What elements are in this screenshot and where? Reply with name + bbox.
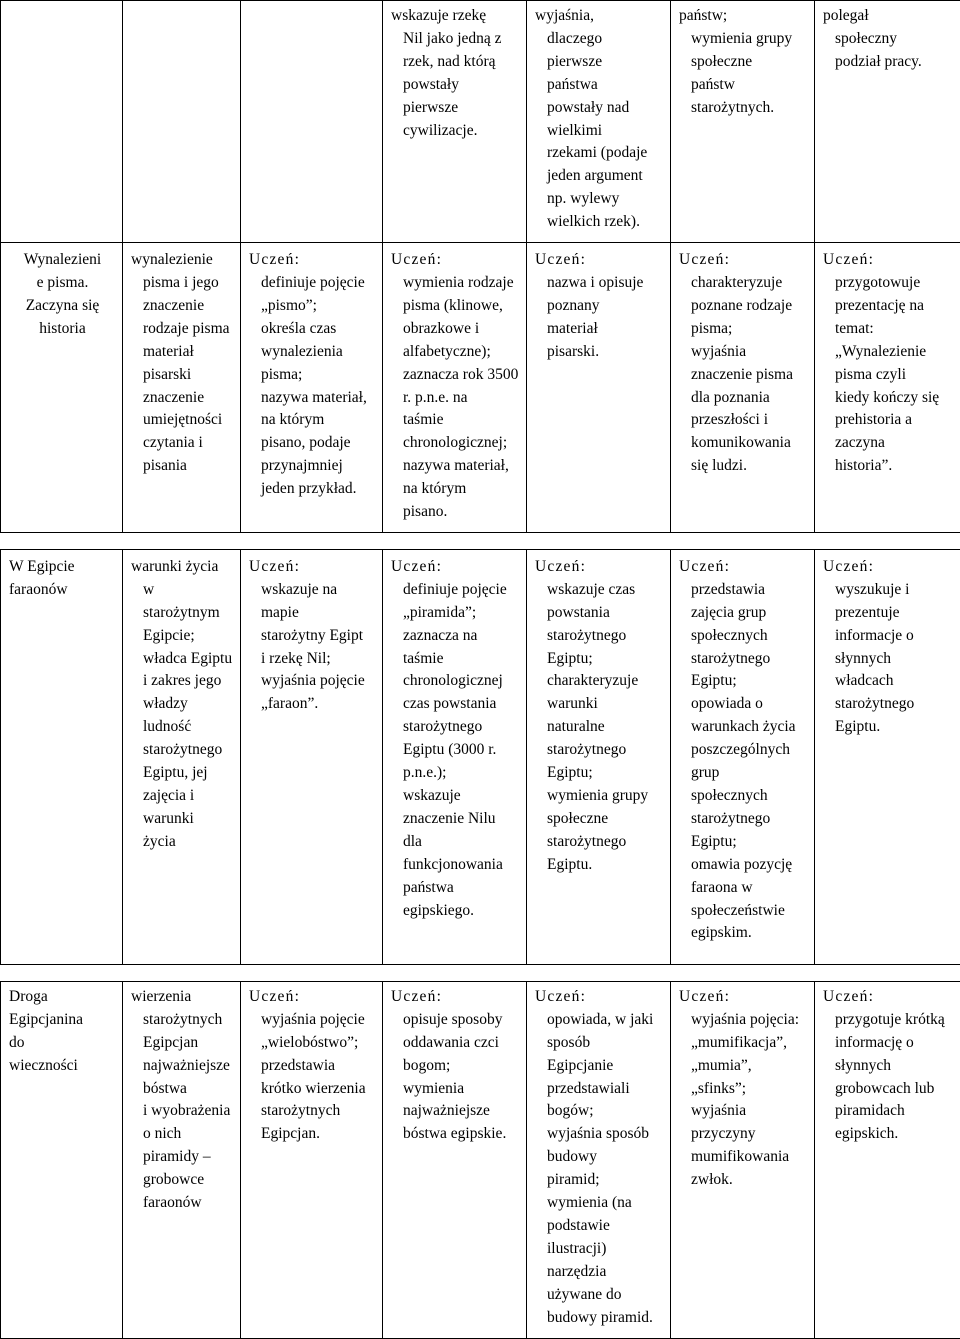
cell-line: piramid; bbox=[535, 1169, 664, 1192]
cell-line: pisma; bbox=[679, 318, 808, 341]
topic-line: Zaczyna się bbox=[9, 295, 116, 318]
cell-line: znaczenie bbox=[131, 295, 234, 318]
cell-line: pisano, podaje bbox=[249, 432, 376, 455]
cell-line: bóstwa bbox=[131, 1078, 234, 1101]
cell-line: zaznacza rok 3500 bbox=[391, 364, 520, 387]
cell-line: „mumia”, bbox=[679, 1055, 808, 1078]
cell-line: wielkich rzek). bbox=[535, 211, 664, 234]
cell-line: nazywa materiał, bbox=[249, 387, 376, 410]
cell-line: powstania bbox=[535, 602, 664, 625]
topic-line: historia bbox=[9, 318, 116, 341]
cell-line: starożytnego bbox=[823, 693, 954, 716]
cell-line: znaczenie Nilu bbox=[391, 808, 520, 831]
cell-line: znaczenie bbox=[131, 387, 234, 410]
topic-line: W Egipcie bbox=[9, 556, 116, 579]
cell-line: najważniejsze bbox=[131, 1055, 234, 1078]
cell-line: znaczenie pisma bbox=[679, 364, 808, 387]
cell-line: opowiada, w jaki bbox=[535, 1009, 664, 1032]
cell-line: mapie bbox=[249, 602, 376, 625]
cell-line: Egiptu. bbox=[823, 716, 954, 739]
cell-line: warunki życia bbox=[131, 556, 234, 579]
cell-line: poznane rodzaje bbox=[679, 295, 808, 318]
table-cell bbox=[383, 243, 527, 533]
cell-line: społecznych bbox=[679, 625, 808, 648]
cell-line: wierzenia bbox=[131, 986, 234, 1009]
cell-line: przygotuje krótką bbox=[823, 1009, 954, 1032]
cell-line: Egipcjan. bbox=[249, 1123, 376, 1146]
table-cell bbox=[815, 981, 960, 1338]
cell-line: starożytnych bbox=[131, 1009, 234, 1032]
cell-line: starożytnych bbox=[249, 1100, 376, 1123]
cell-line: starożytnego bbox=[391, 716, 520, 739]
table-cell bbox=[527, 549, 671, 964]
cell-line: warunki bbox=[131, 808, 234, 831]
table-cell bbox=[815, 243, 960, 533]
cell-line: „faraon”. bbox=[249, 693, 376, 716]
cell-line: poznany bbox=[535, 295, 664, 318]
cell-line: temat: bbox=[823, 318, 954, 341]
student-heading: Uczeń: bbox=[535, 556, 664, 579]
student-heading: Uczeń: bbox=[679, 986, 808, 1009]
cell-line: starożytnych. bbox=[679, 97, 808, 120]
gap-cell bbox=[1, 532, 123, 549]
table-cell bbox=[671, 243, 815, 533]
cell-line: materiał bbox=[535, 318, 664, 341]
cell-line: powstały bbox=[391, 74, 520, 97]
cell-line: pisarski bbox=[131, 364, 234, 387]
topic-cell bbox=[1, 549, 123, 964]
cell-line: przedstawiali bbox=[535, 1078, 664, 1101]
cell-line: p.n.e.); bbox=[391, 762, 520, 785]
table-cell bbox=[815, 1, 960, 243]
cell-line: rodzaje pisma bbox=[131, 318, 234, 341]
cell-line: Egiptu. bbox=[535, 854, 664, 877]
cell-line: chronologicznej bbox=[391, 670, 520, 693]
student-heading: Uczeń: bbox=[249, 249, 376, 272]
cell-line: informacje o bbox=[823, 625, 954, 648]
gap-cell bbox=[527, 532, 671, 549]
table-cell bbox=[815, 549, 960, 964]
table-cell bbox=[123, 1, 241, 243]
row-gap bbox=[1, 964, 960, 981]
cell-line: podział pracy. bbox=[823, 51, 954, 74]
cell-line: dlaczego bbox=[535, 28, 664, 51]
cell-line: wyjaśnia pojęcia: bbox=[679, 1009, 808, 1032]
cell-line: powstały nad bbox=[535, 97, 664, 120]
cell-line: przynajmniej bbox=[249, 455, 376, 478]
topic-cell bbox=[1, 1, 123, 243]
cell-line: na którym bbox=[391, 478, 520, 501]
cell-line: starożytnego bbox=[679, 808, 808, 831]
cell-line: grup bbox=[679, 762, 808, 785]
cell-line: społeczny bbox=[823, 28, 954, 51]
cell-line: wskazuje czas bbox=[535, 579, 664, 602]
cell-line: wyjaśnia sposób bbox=[535, 1123, 664, 1146]
gap-cell bbox=[815, 964, 960, 981]
cell-line: r. p.n.e. na bbox=[391, 387, 520, 410]
cell-line: prezentację na bbox=[823, 295, 954, 318]
table-cell bbox=[383, 1, 527, 243]
cell-line: Egiptu; bbox=[535, 762, 664, 785]
cell-line: wyjaśnia bbox=[679, 341, 808, 364]
cell-line: budowy piramid. bbox=[535, 1307, 664, 1330]
cell-line: wyjaśnia pojęcie bbox=[249, 670, 376, 693]
cell-line: przygotowuje bbox=[823, 272, 954, 295]
cell-line: wymienia rodzaje bbox=[391, 272, 520, 295]
cell-line: wymienia (na bbox=[535, 1192, 664, 1215]
topic-cell bbox=[1, 981, 123, 1338]
cell-line: „Wynalezienie bbox=[823, 341, 954, 364]
cell-line: i rzekę Nil; bbox=[249, 648, 376, 671]
table-cell bbox=[123, 981, 241, 1338]
cell-line: pisarski. bbox=[535, 341, 664, 364]
cell-line: cywilizacje. bbox=[391, 120, 520, 143]
table-cell bbox=[671, 981, 815, 1338]
cell-line: charakteryzuje bbox=[679, 272, 808, 295]
cell-line: dla bbox=[391, 831, 520, 854]
table-cell bbox=[527, 243, 671, 533]
gap-cell bbox=[123, 964, 241, 981]
table-row bbox=[1, 243, 960, 533]
cell-line: Egiptu; bbox=[679, 670, 808, 693]
cell-line: wskazuje na bbox=[249, 579, 376, 602]
cell-line: definiuje pojęcie bbox=[249, 272, 376, 295]
cell-line: funkcjonowania bbox=[391, 854, 520, 877]
topic-line: faraonów bbox=[9, 579, 116, 602]
cell-line: Egiptu; bbox=[535, 648, 664, 671]
cell-line: egipskiego. bbox=[391, 900, 520, 923]
cell-line: wymienia bbox=[391, 1078, 520, 1101]
cell-line: naturalne bbox=[535, 716, 664, 739]
gap-cell bbox=[383, 964, 527, 981]
cell-line: polegał bbox=[823, 5, 954, 28]
student-heading: Uczeń: bbox=[679, 249, 808, 272]
cell-line: Egipcjanie bbox=[535, 1055, 664, 1078]
cell-line: podstawie bbox=[535, 1215, 664, 1238]
cell-line: przyczyny bbox=[679, 1123, 808, 1146]
cell-line: opowiada o bbox=[679, 693, 808, 716]
cell-line: o nich bbox=[131, 1123, 234, 1146]
cell-line: historia”. bbox=[823, 455, 954, 478]
cell-line: kiedy kończy się bbox=[823, 387, 954, 410]
cell-line: bogów; bbox=[535, 1100, 664, 1123]
table-cell bbox=[123, 549, 241, 964]
table-row bbox=[1, 981, 960, 1338]
cell-line: starożytnego bbox=[679, 648, 808, 671]
cell-line: zajęcia grup bbox=[679, 602, 808, 625]
student-heading: Uczeń: bbox=[391, 249, 520, 272]
cell-line: społeczne bbox=[535, 808, 664, 831]
gap-cell bbox=[383, 532, 527, 549]
cell-line: sposób bbox=[535, 1032, 664, 1055]
cell-line: i wyobrażenia bbox=[131, 1100, 234, 1123]
cell-line: dla poznania bbox=[679, 387, 808, 410]
cell-line: wynalezienia bbox=[249, 341, 376, 364]
topic-line: Wynalezieni bbox=[9, 249, 116, 272]
cell-line: zajęcia i bbox=[131, 785, 234, 808]
cell-line: prehistoria a bbox=[823, 409, 954, 432]
cell-line: społeczne bbox=[679, 51, 808, 74]
student-heading: Uczeń: bbox=[535, 986, 664, 1009]
cell-line: się ludzi. bbox=[679, 455, 808, 478]
topic-line: Egipcjanina bbox=[9, 1009, 116, 1032]
cell-line: zaczyna bbox=[823, 432, 954, 455]
cell-line: Egipcie; bbox=[131, 625, 234, 648]
cell-line: pisano. bbox=[391, 501, 520, 524]
cell-line: wielkimi bbox=[535, 120, 664, 143]
cell-line: życia bbox=[131, 831, 234, 854]
cell-line: nazywa materiał, bbox=[391, 455, 520, 478]
cell-line: jeden przykład. bbox=[249, 478, 376, 501]
cell-line: pisma; bbox=[249, 364, 376, 387]
cell-line: starożytnego bbox=[535, 625, 664, 648]
cell-line: państwa bbox=[535, 74, 664, 97]
cell-line: i zakres jego bbox=[131, 670, 234, 693]
cell-line: pisania bbox=[131, 455, 234, 478]
cell-line: definiuje pojęcie bbox=[391, 579, 520, 602]
cell-line: np. wylewy bbox=[535, 188, 664, 211]
cell-line: starożytnego bbox=[535, 739, 664, 762]
cell-line: narzędzia bbox=[535, 1261, 664, 1284]
cell-line: prezentuje bbox=[823, 602, 954, 625]
cell-line: egipskim. bbox=[679, 922, 808, 945]
topic-line: do bbox=[9, 1032, 116, 1055]
cell-line: władcach bbox=[823, 670, 954, 693]
cell-line: mumifikowania bbox=[679, 1146, 808, 1169]
table-cell bbox=[383, 549, 527, 964]
gap-cell bbox=[815, 532, 960, 549]
cell-line: opisuje sposoby bbox=[391, 1009, 520, 1032]
table-row bbox=[1, 1, 960, 243]
cell-line: przedstawia bbox=[249, 1055, 376, 1078]
cell-line: w bbox=[131, 579, 234, 602]
cell-line: wyjaśnia pojęcie bbox=[249, 1009, 376, 1032]
cell-line: słynnych bbox=[823, 648, 954, 671]
cell-line: starożytnego bbox=[535, 831, 664, 854]
cell-line: Egiptu (3000 r. bbox=[391, 739, 520, 762]
cell-line: „sfinks”; bbox=[679, 1078, 808, 1101]
cell-line: piramidach bbox=[823, 1100, 954, 1123]
cell-line: zwłok. bbox=[679, 1169, 808, 1192]
cell-line: omawia pozycję bbox=[679, 854, 808, 877]
cell-line: starożytny Egipt bbox=[249, 625, 376, 648]
cell-line: czas powstania bbox=[391, 693, 520, 716]
cell-line: alfabetyczne); bbox=[391, 341, 520, 364]
student-heading: Uczeń: bbox=[823, 986, 954, 1009]
cell-line: taśmie bbox=[391, 648, 520, 671]
cell-line: starożytnego bbox=[131, 739, 234, 762]
cell-line: czytania i bbox=[131, 432, 234, 455]
student-heading: Uczeń: bbox=[823, 249, 954, 272]
cell-line: wymienia grupy bbox=[679, 28, 808, 51]
table-cell bbox=[241, 1, 383, 243]
cell-line: poszczególnych bbox=[679, 739, 808, 762]
gap-cell bbox=[1, 964, 123, 981]
cell-line: grobowcach lub bbox=[823, 1078, 954, 1101]
cell-line: ludność bbox=[131, 716, 234, 739]
cell-line: państwa bbox=[391, 877, 520, 900]
cell-line: piramidy – bbox=[131, 1146, 234, 1169]
cell-line: wyszukuje i bbox=[823, 579, 954, 602]
cell-line: budowy bbox=[535, 1146, 664, 1169]
cell-line: państw; bbox=[679, 5, 808, 28]
cell-line: rzekami (podaje bbox=[535, 142, 664, 165]
cell-line: „pismo”; bbox=[249, 295, 376, 318]
cell-line: „wielobóstwo”; bbox=[249, 1032, 376, 1055]
cell-line: pisma (klinowe, bbox=[391, 295, 520, 318]
cell-line: bóstwa egipskie. bbox=[391, 1123, 520, 1146]
student-heading: Uczeń: bbox=[823, 556, 954, 579]
cell-line: najważniejsze bbox=[391, 1100, 520, 1123]
cell-line: ilustracji) bbox=[535, 1238, 664, 1261]
cell-line: nazwa i opisuje bbox=[535, 272, 664, 295]
cell-line: materiał bbox=[131, 341, 234, 364]
gap-cell bbox=[671, 964, 815, 981]
cell-line: wymienia grupy bbox=[535, 785, 664, 808]
cell-line: społeczeństwie bbox=[679, 900, 808, 923]
table-cell bbox=[671, 549, 815, 964]
row-gap bbox=[1, 532, 960, 549]
table-cell bbox=[241, 243, 383, 533]
cell-line: określa czas bbox=[249, 318, 376, 341]
table-cell bbox=[123, 243, 241, 533]
student-heading: Uczeń: bbox=[249, 556, 376, 579]
cell-line: przeszłości i bbox=[679, 409, 808, 432]
cell-line: pisma i jego bbox=[131, 272, 234, 295]
gap-cell bbox=[241, 964, 383, 981]
cell-line: oddawania czci bbox=[391, 1032, 520, 1055]
cell-line: rzek, nad którą bbox=[391, 51, 520, 74]
gap-cell bbox=[123, 532, 241, 549]
cell-line: charakteryzuje bbox=[535, 670, 664, 693]
cell-line: wyjaśnia, bbox=[535, 5, 664, 28]
topic-cell bbox=[1, 243, 123, 533]
table-row bbox=[1, 549, 960, 964]
cell-line: wskazuje rzekę bbox=[391, 5, 520, 28]
student-heading: Uczeń: bbox=[679, 556, 808, 579]
student-heading: Uczeń: bbox=[535, 249, 664, 272]
cell-line: przedstawia bbox=[679, 579, 808, 602]
cell-line: państw bbox=[679, 74, 808, 97]
cell-line: pisma czyli bbox=[823, 364, 954, 387]
table-cell bbox=[383, 981, 527, 1338]
topic-line: Droga bbox=[9, 986, 116, 1009]
cell-line: na którym bbox=[249, 409, 376, 432]
cell-line: egipskich. bbox=[823, 1123, 954, 1146]
gap-cell bbox=[527, 964, 671, 981]
cell-line: taśmie bbox=[391, 409, 520, 432]
cell-line: umiejętności bbox=[131, 409, 234, 432]
student-heading: Uczeń: bbox=[249, 986, 376, 1009]
cell-line: władzy bbox=[131, 693, 234, 716]
topic-line: e pisma. bbox=[9, 272, 116, 295]
cell-line: pierwsze bbox=[535, 51, 664, 74]
cell-line: „mumifikacja”, bbox=[679, 1032, 808, 1055]
cell-line: wyjaśnia bbox=[679, 1100, 808, 1123]
cell-line: krótko wierzenia bbox=[249, 1078, 376, 1101]
gap-cell bbox=[671, 532, 815, 549]
cell-line: Egipcjan bbox=[131, 1032, 234, 1055]
cell-line: faraona w bbox=[679, 877, 808, 900]
cell-line: „piramida”; bbox=[391, 602, 520, 625]
student-heading: Uczeń: bbox=[391, 986, 520, 1009]
cell-line: społecznych bbox=[679, 785, 808, 808]
cell-line: Nil jako jedną z bbox=[391, 28, 520, 51]
cell-line: pierwsze bbox=[391, 97, 520, 120]
cell-line: Egiptu; bbox=[679, 831, 808, 854]
topic-line: wieczności bbox=[9, 1055, 116, 1078]
cell-line: wskazuje bbox=[391, 785, 520, 808]
cell-line: używane do bbox=[535, 1284, 664, 1307]
cell-line: informację o bbox=[823, 1032, 954, 1055]
cell-line: starożytnym bbox=[131, 602, 234, 625]
cell-line: grobowce bbox=[131, 1169, 234, 1192]
table-cell bbox=[527, 981, 671, 1338]
cell-line: zaznacza na bbox=[391, 625, 520, 648]
cell-line: warunki bbox=[535, 693, 664, 716]
cell-line: warunkach życia bbox=[679, 716, 808, 739]
cell-line: komunikowania bbox=[679, 432, 808, 455]
table-cell bbox=[527, 1, 671, 243]
table-cell bbox=[241, 981, 383, 1338]
cell-line: bogom; bbox=[391, 1055, 520, 1078]
cell-line: obrazkowe i bbox=[391, 318, 520, 341]
table-cell bbox=[671, 1, 815, 243]
cell-line: jeden argument bbox=[535, 165, 664, 188]
table-cell bbox=[241, 549, 383, 964]
gap-cell bbox=[241, 532, 383, 549]
cell-line: faraonów bbox=[131, 1192, 234, 1215]
cell-line: władca Egiptu bbox=[131, 648, 234, 671]
cell-line: wynalezienie bbox=[131, 249, 234, 272]
cell-line: Egiptu, jej bbox=[131, 762, 234, 785]
cell-line: słynnych bbox=[823, 1055, 954, 1078]
cell-line: chronologicznej; bbox=[391, 432, 520, 455]
student-heading: Uczeń: bbox=[391, 556, 520, 579]
